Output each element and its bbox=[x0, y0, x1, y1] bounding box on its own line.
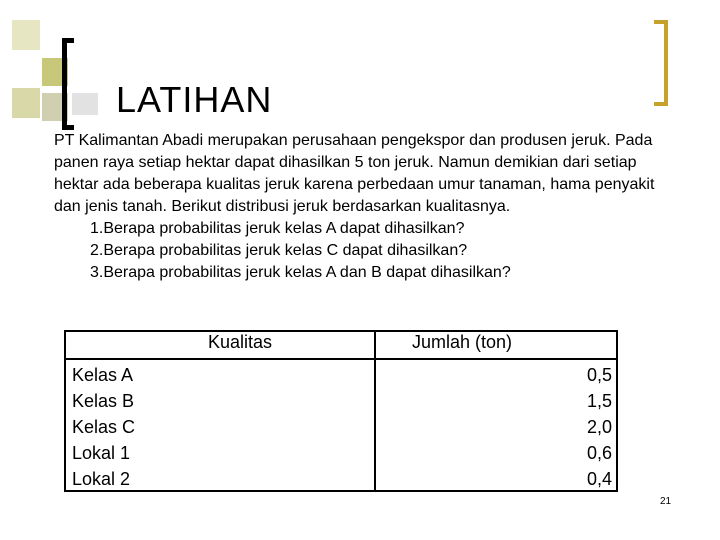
quality-cell: Lokal 1 bbox=[65, 438, 375, 464]
question-item: 2.Berapa probabilitas jeruk kelas C dapat dihasilkan? bbox=[90, 242, 468, 259]
table-row bbox=[65, 386, 617, 412]
question-list bbox=[54, 218, 664, 284]
slide-body bbox=[54, 130, 664, 284]
table-row bbox=[65, 412, 617, 438]
page-number: 21 bbox=[660, 496, 672, 507]
table-header-row bbox=[65, 331, 617, 359]
amount-cell: 2,0 bbox=[375, 412, 617, 438]
quality-cell: Kelas A bbox=[65, 359, 375, 386]
left-bracket-decoration bbox=[62, 38, 74, 130]
slide-title: LATIHAN bbox=[116, 79, 273, 121]
question-item: 3.Berapa probabilitas jeruk kelas A dan B dapat dihasilkan? bbox=[90, 264, 511, 281]
quality-cell: Lokal 2 bbox=[65, 464, 375, 491]
question-item: 1.Berapa probabilitas jeruk kelas A dapat dihasilkan? bbox=[90, 220, 465, 237]
decorative-square bbox=[72, 93, 98, 115]
table-row bbox=[65, 438, 617, 464]
right-bracket-decoration bbox=[654, 20, 668, 106]
column-header-jumlah: Jumlah (ton) bbox=[375, 331, 617, 359]
table-row bbox=[65, 359, 617, 386]
quality-cell: Kelas C bbox=[65, 412, 375, 438]
decorative-square bbox=[12, 20, 40, 50]
quality-cell: Kelas B bbox=[65, 386, 375, 412]
amount-cell: 0,4 bbox=[375, 464, 617, 491]
amount-cell: 0,6 bbox=[375, 438, 617, 464]
problem-paragraph: PT Kalimantan Abadi merupakan perusahaan pengekspor dan produsen jeruk. Pada panen raya setiap hektar dapat dihasilkan 5 ton jeruk. Namun demikian dari setiap hektar ada beberapa kualitas jeruk karena perbedaan umur tanaman, hama penyakit dan jenis tanah. Berikut distribusi jeruk berdasarkan kualitasnya. bbox=[54, 132, 655, 215]
amount-cell: 0,5 bbox=[375, 359, 617, 386]
decorative-square bbox=[12, 88, 40, 118]
table-row bbox=[65, 464, 617, 491]
column-header-kualitas: Kualitas bbox=[65, 331, 375, 359]
amount-cell: 1,5 bbox=[375, 386, 617, 412]
quality-distribution-table bbox=[64, 330, 618, 492]
